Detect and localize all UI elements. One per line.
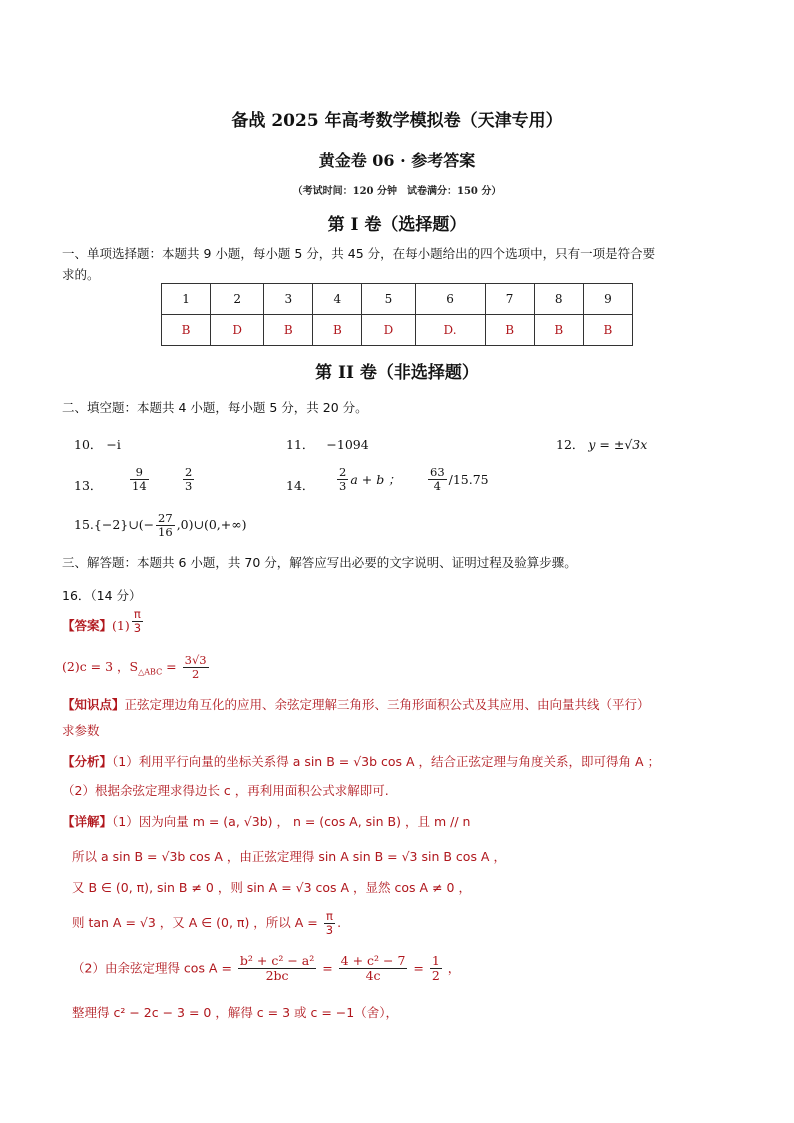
q16-detail-line3: 又 B ∈ (0, π), sin B ≠ 0 ，则 sin A = √3 cos A ，显然 cos A ≠ 0 ，	[72, 880, 471, 895]
table-cell-answer: B	[162, 315, 211, 346]
q16-detail-line4	[72, 910, 341, 937]
table-cell-number: 1	[162, 284, 211, 315]
detail-line5-fraction3-denominator: 2	[431, 968, 440, 984]
q16-answer2-subscript: △ABC	[138, 667, 163, 677]
q16-answer2-equals: =	[162, 659, 181, 675]
q12-label: 12．	[556, 437, 585, 452]
q16-header: 16．（14 分）	[62, 588, 142, 603]
q16-answer2-numerator: 3√3	[184, 653, 207, 667]
q13-fraction-1	[128, 466, 151, 493]
detail-line5-fraction2-denominator: 4c	[365, 968, 381, 984]
detail-line5-post: ，	[443, 960, 461, 976]
q14-vector-expression	[335, 466, 401, 493]
q14-vector-rest: a + b ；	[350, 472, 401, 488]
q16-detail-line5	[72, 954, 460, 984]
table-cell-answer: D.	[415, 315, 485, 346]
detail-line5-fraction3-numerator: 1	[431, 953, 440, 968]
q13-fraction-1-numerator: 9	[130, 466, 149, 480]
knowledge-text: 正弦定理边角互化的应用、余弦定理解三角形、三角形面积公式及其应用、由向量共线（平行）	[124, 697, 650, 712]
detail-tag: 【详解】	[62, 814, 113, 829]
q15-pre: {−2}∪(−	[93, 517, 155, 533]
q14-fraction-numerator: 63	[430, 465, 445, 479]
knowledge-tag: 【知识点】	[62, 697, 125, 712]
table-cell-number: 8	[534, 284, 583, 315]
detail-line5-fraction2-numerator: 4 + c² − 7	[340, 953, 406, 968]
q15-fraction-denominator: 16	[158, 525, 173, 540]
q13-fraction-2	[181, 466, 196, 493]
table-cell-answer: D	[362, 315, 415, 346]
document-title: 备战 2025 年高考数学模拟卷（天津专用）	[231, 111, 563, 131]
q13-fraction-2-numerator: 2	[185, 465, 193, 479]
table-cell-number: 6	[415, 284, 485, 315]
q13-label: 13．	[74, 478, 103, 493]
q11-answer: −1094	[326, 437, 369, 452]
table-cell-number: 9	[583, 284, 632, 315]
q16-answer2-denominator: 2	[191, 667, 200, 682]
q16-answer-line2	[62, 654, 211, 681]
q16-detail-line2: 所以 a sin B = √3b cos A ，由正弦定理得 sin A sin B = √3 sin B cos A ，	[72, 849, 506, 864]
answer-table-number-row	[162, 284, 633, 315]
q12	[556, 435, 647, 453]
q14-second-answer	[426, 466, 489, 493]
exam-info: （考试时间：120 分钟 试卷满分：150 分）	[292, 186, 502, 197]
q16-detail-line6: 整理得 c² − 2c − 3 = 0 ，解得 c = 3 或 c = −1（舍），	[72, 1005, 398, 1020]
detail-line4-denominator: 3	[325, 923, 334, 938]
part2-heading: 第 II 卷（非选择题）	[315, 363, 479, 383]
q15-label: 15.	[74, 517, 94, 533]
answer-table-answer-row	[162, 315, 633, 346]
detail-line5-equals2: =	[409, 960, 428, 976]
q13-fraction-2-denominator: 3	[185, 479, 193, 494]
q10-label: 10．	[74, 437, 103, 452]
q16-knowledge-line2: 求参数	[62, 723, 100, 738]
table-cell-number: 4	[313, 284, 362, 315]
fill-in-instruction: 二、填空题：本题共 4 小题，每小题 5 分，共 20 分。	[62, 400, 368, 415]
solve-instruction: 三、解答题：本题共 6 小题，共 70 分，解答应写出必要的文字说明、证明过程及验算步骤。	[62, 555, 577, 570]
table-cell-number: 5	[362, 284, 415, 315]
q13-fraction-1-denominator: 14	[132, 479, 147, 494]
document-subtitle: 黄金卷 06 · 参考答案	[318, 151, 476, 170]
q10	[74, 435, 121, 453]
q15	[74, 512, 247, 539]
q16-answer1-numerator: π	[132, 608, 143, 622]
q14-vector-coefficient-numerator: 2	[339, 465, 347, 479]
table-cell-answer: B	[313, 315, 362, 346]
table-cell-answer: B	[583, 315, 632, 346]
detail-line5-fraction1-denominator: 2bc	[265, 968, 289, 984]
part1-instruction-line2: 求的。	[62, 267, 100, 282]
q12-answer: y = ±√3x	[588, 437, 648, 452]
answer-table	[161, 283, 633, 346]
q15-post: ,0)∪(0,+∞)	[176, 517, 247, 533]
q14-label: 14．	[286, 478, 315, 493]
q16-answer-line1	[62, 606, 145, 635]
detail-line5-equals1: =	[318, 960, 337, 976]
detail-line5-pre: （2）由余弦定理得 cos A =	[72, 960, 236, 976]
analysis-text: （1）利用平行向量的坐标关系得 a sin B = √3b cos A ，结合正弦定理与角度关系，即可得角 A ；	[112, 754, 661, 769]
analysis-tag: 【分析】	[62, 754, 113, 769]
table-cell-answer: B	[264, 315, 313, 346]
table-cell-number: 7	[485, 284, 534, 315]
detail-line4-pre: 则 tan A = √3 ，又 A ∈ (0, π) ，所以 A =	[72, 915, 322, 931]
q14-decimal: /15.75	[448, 472, 489, 488]
detail-line5-fraction1-numerator: b² + c² − a²	[239, 953, 315, 968]
part1-instruction-line1: 一、单项选择题：本题共 9 小题，每小题 5 分，共 45 分，在每小题给出的四个选项中，只有一项是符合要	[62, 246, 656, 261]
q14-fraction-denominator: 4	[433, 479, 441, 494]
table-cell-answer: B	[534, 315, 583, 346]
q16-analysis-line1	[62, 752, 660, 770]
table-cell-answer: D	[211, 315, 264, 346]
detail-line4-numerator: π	[324, 910, 335, 924]
table-cell-number: 3	[264, 284, 313, 315]
answer-tag: 【答案】	[62, 618, 113, 633]
q16-detail-line1	[62, 812, 470, 830]
table-cell-answer: B	[485, 315, 534, 346]
part1-heading: 第 I 卷（选择题）	[327, 215, 467, 235]
q15-fraction-numerator: 27	[158, 511, 173, 525]
table-cell-number: 2	[211, 284, 264, 315]
q16-knowledge-line1	[62, 695, 650, 713]
q16-answer2-text: (2)c = 3 ，S	[62, 659, 139, 675]
q10-answer: −i	[106, 437, 121, 452]
detail-line4-post: .	[337, 915, 342, 931]
q16-analysis-line2: （2）根据余弦定理求得边长 c ，再利用面积公式求解即可.	[62, 783, 389, 798]
detail-text: （1）因为向量 m = (a, √3b) ， n = (cos A, sin B) ，且 m // n	[112, 814, 471, 829]
q14-vector-coefficient-denominator: 3	[339, 479, 347, 494]
q11-label: 11．	[286, 437, 315, 452]
q16-answer1-prefix: (1)	[112, 618, 130, 633]
q16-answer1-denominator: 3	[133, 621, 142, 635]
q11	[286, 435, 369, 453]
